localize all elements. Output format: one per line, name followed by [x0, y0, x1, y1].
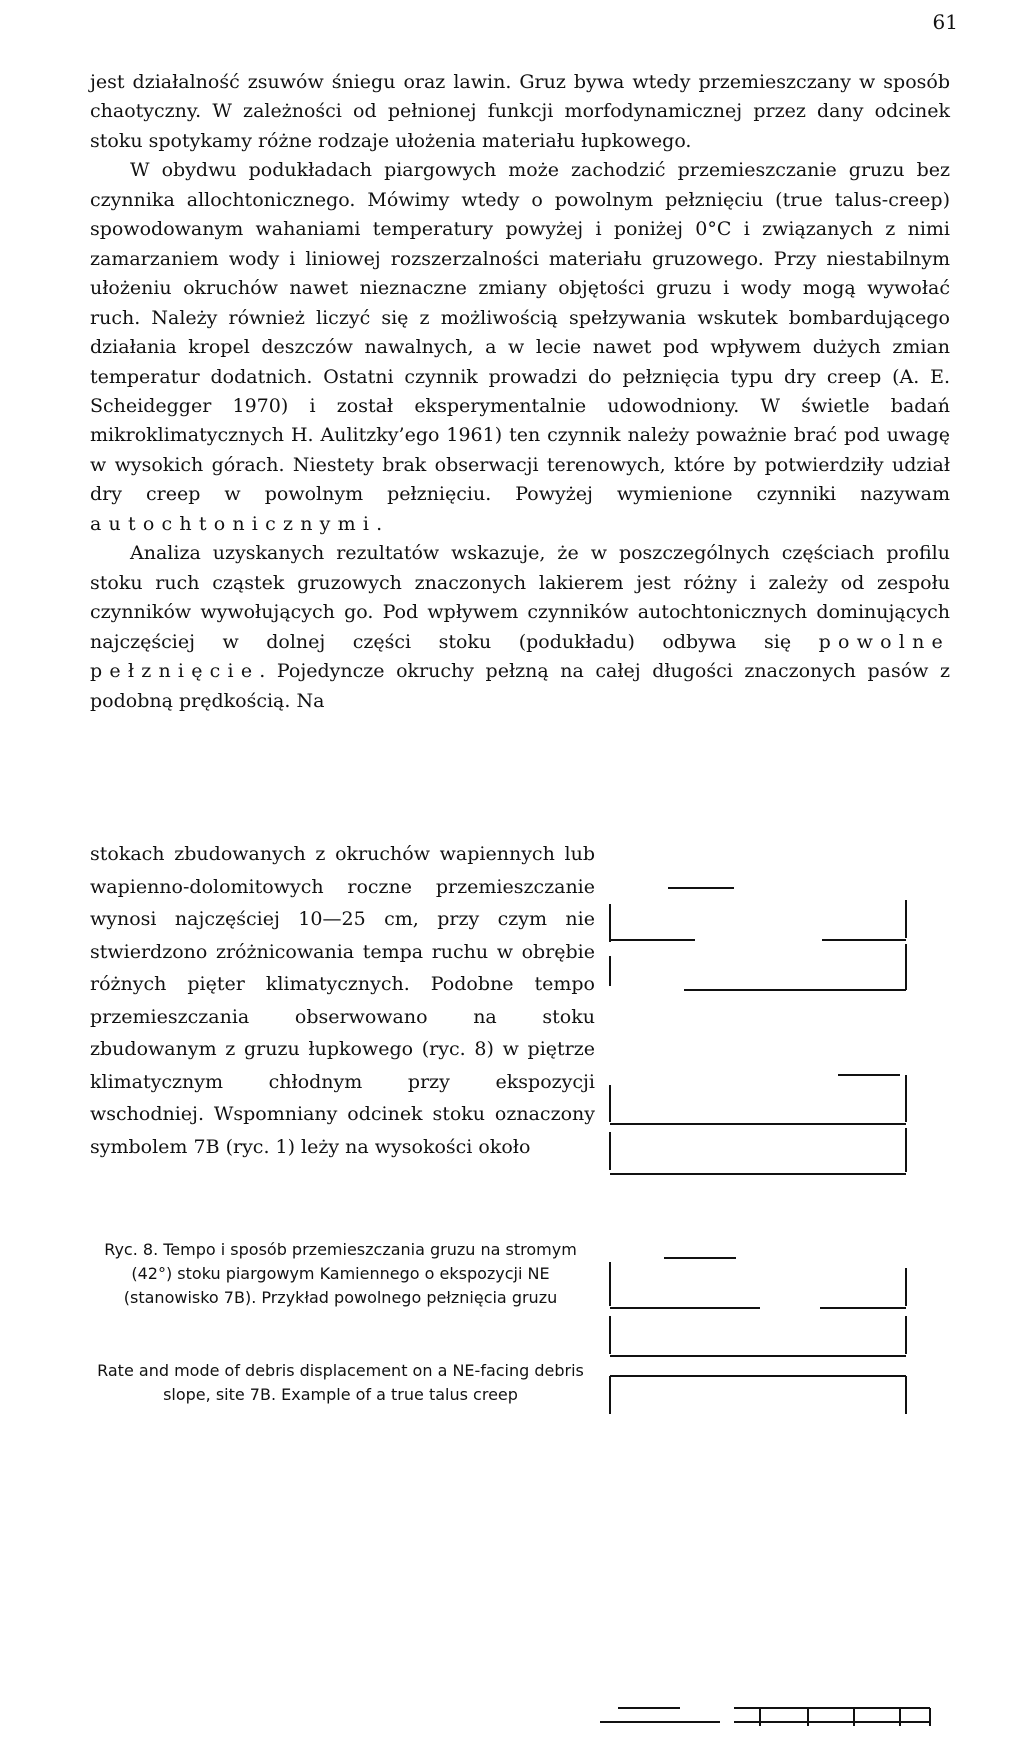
figure-caption-polish: Ryc. 8. Tempo i sposób przemieszczania gruzu na stromym (42°) stoku piargowym Kamiennego o ekspozycji NE (stanowisko 7B). Przykład powolnego pełznięcia gruzu: [104, 1240, 577, 1307]
main-text: [90, 68, 950, 716]
paragraph-3: [90, 539, 950, 716]
emphasized-term-autochthonous: autochtonicznymi: [90, 512, 377, 535]
figure-8-diagram: [600, 860, 940, 1750]
narrow-column-text: [90, 838, 595, 1163]
paragraph-2-text: W obydwu podukładach piargowych może zachodzić przemieszczanie gruzu bez czynnika allochtonicznego. Mówimy wtedy o powolnym pełznięciu (true talus-creep) spowodowanym wahaniami temperatury powyżej i poniżej 0°C i związanych z nimi zamarzaniem wody i liniowej rozszerzalności materiału gruzowego. Przy niestabilnym ułożeniu okruchów nawet nieznaczne zmiany objętości gruzu i wody mogą wywołać ruch. Należy również liczyć się z możliwością spełzywania wskutek bombardującego działania kropel deszczów nawalnych, a w lecie nawet pod wpływem dużych zmian temperatur dodatnich. Ostatni czynnik prowadzi do pełznięcia typu dry creep (A. E. Scheidegger 1970) i został eksperymentalnie udowodniony. W świetle badań mikroklimatycznych H. Aulitzky’ego 1961) ten czynnik należy poważnie brać pod uwagę w wysokich górach. Niestety brak obserwacji terenowych, które by potwierdziły udział dry creep w powolnym pełznięciu. Powyżej wymienione czynniki nazywam: [90, 159, 950, 506]
paragraph-2-end: .: [376, 512, 383, 535]
paragraph-3-text: Analiza uzyskanych rezultatów wskazuje, że w poszczególnych częściach profilu stoku ruch cząstek gruzowych znaczonych lakierem jest różny i zależy od zespołu czynników wywołujących go. Pod wpływem czynników autochtonicznych dominujących najczęściej w dolnej części stoku (podukładu) odbywa się: [90, 542, 950, 653]
emphasized-term-slow-creep: powolne pełznięcie: [90, 630, 950, 683]
paragraph-1: jest działalność zsuwów śniegu oraz lawin. Gruz bywa wtedy przemieszczany w sposób chaotyczny. W zależności od pełnionej funkcji morfodynamicznej przez dany odcinek stoku spotykamy różne rodzaje ułożenia materiału łupkowego.: [90, 71, 950, 152]
paragraph-3-narrow: stokach zbudowanych z okruchów wapiennych lub wapienno-dolomitowych roczne przemieszczanie wynosi najczęściej 10—25 cm, przy czym nie stwierdzono zróżnicowania tempa ruchu w obrębie różnych pięter klimatycznych. Podobne tempo przemieszczania obserwowano na stoku zbudowanym z gruzu łupkowego (ryc. 8) w piętrze klimatycznym chłodnym przy ekspozycji wschodniej. Wspomniany odcinek stoku oznaczony symbolem 7B (ryc. 1) leży na wysokości około: [90, 843, 595, 1158]
paragraph-3-text-continued: . Pojedyncze okruchy pełzną na całej długości znaczonych pasów z podobną prędkością. Na: [90, 660, 950, 712]
figure-caption-english: Rate and mode of debris displacement on a NE-facing debris slope, site 7B. Example of a true talus creep: [97, 1361, 584, 1404]
paragraph-2: [90, 156, 950, 539]
talus-creep-diagram: [600, 860, 940, 1750]
page-number: 61: [932, 10, 958, 34]
